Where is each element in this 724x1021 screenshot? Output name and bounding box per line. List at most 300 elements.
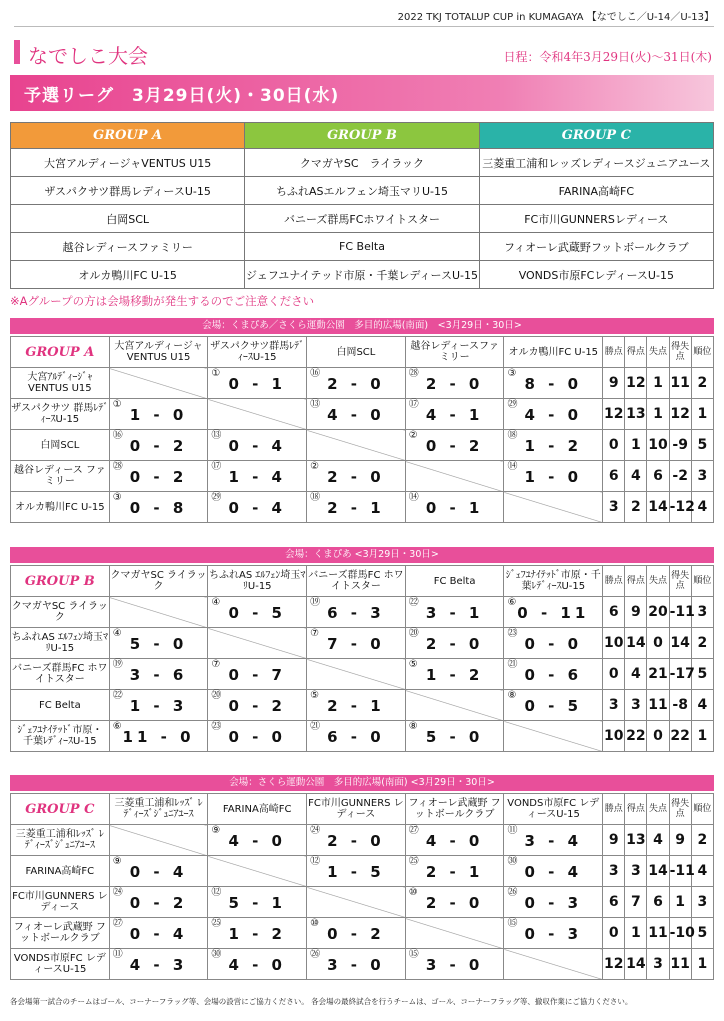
- stat-value: 7: [625, 887, 647, 918]
- match-score: 0 - 1: [228, 375, 286, 393]
- match-row: [11, 430, 714, 461]
- match-result: [504, 430, 602, 460]
- match-result-cell: [504, 368, 603, 399]
- match-number: ⑥: [112, 721, 122, 732]
- match-result-cell: [109, 461, 208, 492]
- match-number: ⑰: [211, 461, 222, 472]
- match-result: [406, 399, 504, 429]
- match-score: 0 - 4: [228, 499, 286, 517]
- match-result-cell: [504, 918, 603, 949]
- team-name-cell: ちふれASエルフェン埼玉マリU-15: [245, 177, 479, 205]
- match-number: ④: [211, 597, 221, 608]
- match-result-cell: [307, 825, 406, 856]
- match-result: [208, 887, 306, 917]
- match-result: [110, 659, 208, 689]
- stat-value: 9: [603, 825, 625, 856]
- match-result: [406, 628, 504, 658]
- team-name-cell: 大宮アルディージャVENTUS U15: [11, 149, 245, 177]
- match-result-cell: [109, 887, 208, 918]
- page-title: なでしこ大会: [28, 44, 148, 68]
- column-team-name: クマガヤSC ライラック: [109, 566, 208, 597]
- stat-header: 得失点: [669, 794, 691, 825]
- match-result: [208, 368, 306, 398]
- match-number: ⑱: [507, 430, 518, 441]
- match-result-cell: [307, 690, 406, 721]
- match-result-cell: [504, 597, 603, 628]
- match-row: [11, 856, 714, 887]
- match-result-cell: [405, 628, 504, 659]
- match-result: [110, 887, 208, 917]
- self-match-cell: [307, 659, 406, 690]
- self-match-cell: [109, 597, 208, 628]
- match-score: 6 - 3: [327, 604, 385, 622]
- match-score: 0 - 2: [327, 925, 385, 943]
- match-score: 2 - 0: [425, 635, 484, 653]
- match-result: [208, 597, 306, 627]
- match-score: 1 - 5: [327, 863, 385, 881]
- match-result-cell: [208, 461, 307, 492]
- column-team-name: VONDS市原FC レディースU-15: [504, 794, 603, 825]
- stat-value: 5: [691, 659, 713, 690]
- stat-value: 21: [647, 659, 669, 690]
- match-score: 7 - 0: [327, 635, 385, 653]
- match-score: 3 - 6: [129, 666, 188, 684]
- match-result: [307, 825, 405, 855]
- stat-header: 得点: [625, 566, 647, 597]
- column-team-name: ｼﾞｪﾌﾕﾅｲﾃｯﾄﾞ市原・千葉ﾚﾃﾞｨｰｽU-15: [504, 566, 603, 597]
- match-result: [307, 399, 405, 429]
- match-number: ①: [211, 368, 221, 379]
- stat-value: 1: [647, 399, 669, 430]
- stat-value: 6: [647, 887, 669, 918]
- match-score: 2 - 0: [425, 375, 484, 393]
- match-score: 0 - 2: [129, 437, 188, 455]
- stat-header: 得点: [625, 337, 647, 368]
- stat-value: 20: [647, 597, 669, 628]
- match-result: [208, 690, 306, 720]
- match-number: ㉑: [310, 721, 321, 732]
- stat-header: 順位: [691, 794, 713, 825]
- self-match-cell: [504, 949, 603, 980]
- match-result: [406, 825, 504, 855]
- venue-banner: 会場：さくら運動公園 多目的広場(南面) <3月29日・30日>: [10, 775, 714, 791]
- column-team-name: 大宮アルディージャVENTUS U15: [109, 337, 208, 368]
- stat-value: 3: [691, 887, 713, 918]
- match-number: ⑩: [310, 918, 320, 929]
- stat-value: 9: [603, 368, 625, 399]
- stat-value: 22: [669, 721, 691, 752]
- stat-value: 3: [603, 690, 625, 721]
- match-result-cell: [109, 918, 208, 949]
- match-score: 4 - 0: [228, 832, 286, 850]
- match-number: ㉖: [507, 887, 518, 898]
- team-name-cell: バニーズ群馬FCホワイトスター: [245, 205, 479, 233]
- self-match-cell: [208, 628, 307, 659]
- match-result-cell: [504, 430, 603, 461]
- stat-header: 得失点: [669, 566, 691, 597]
- match-score: 4 - 0: [327, 406, 385, 424]
- match-result-cell: [405, 597, 504, 628]
- match-result: [504, 659, 602, 689]
- stat-value: 13: [625, 399, 647, 430]
- match-result: [504, 690, 602, 720]
- match-result: [110, 628, 208, 658]
- match-result: [406, 597, 504, 627]
- stat-value: 11: [669, 368, 691, 399]
- match-score: 5 - 0: [129, 635, 188, 653]
- match-number: ⑦: [310, 628, 320, 639]
- match-result-cell: [208, 597, 307, 628]
- match-result-cell: [504, 825, 603, 856]
- match-number: ⑭: [507, 461, 518, 472]
- match-result-cell: [307, 949, 406, 980]
- title-accent-bar: [14, 40, 20, 64]
- match-result-cell: [208, 887, 307, 918]
- match-result: [504, 461, 602, 491]
- match-table: [10, 565, 714, 752]
- stat-value: 3: [691, 461, 713, 492]
- stat-value: 1: [691, 721, 713, 752]
- stat-header: 勝点: [603, 566, 625, 597]
- stat-value: 5: [691, 918, 713, 949]
- match-score: 11 - 0: [122, 728, 195, 746]
- match-result-cell: [405, 887, 504, 918]
- match-result: [208, 825, 306, 855]
- stat-value: 4: [625, 461, 647, 492]
- match-result-cell: [504, 399, 603, 430]
- stat-value: 6: [603, 887, 625, 918]
- stat-header: 得点: [625, 794, 647, 825]
- match-result-cell: [405, 659, 504, 690]
- match-result: [208, 659, 306, 689]
- match-result-cell: [109, 856, 208, 887]
- match-result-cell: [405, 368, 504, 399]
- match-number: ③: [112, 492, 122, 503]
- match-number: ⑳: [408, 628, 419, 639]
- column-team-name: フィオーレ武蔵野 フットボールクラブ: [405, 794, 504, 825]
- match-score: 0 - 6: [524, 666, 583, 684]
- row-team-name: バニーズ群馬FC ホワイトスター: [11, 659, 110, 690]
- match-score: 4 - 1: [425, 406, 484, 424]
- match-score: 1 - 2: [228, 925, 286, 943]
- notice-text: ※Aグループの方は会場移動が発生するのでご注意ください: [10, 294, 315, 308]
- column-team-name: FC Belta: [405, 566, 504, 597]
- match-table-header: [11, 566, 714, 597]
- team-name-cell: FARINA高崎FC: [479, 177, 713, 205]
- match-result-cell: [504, 887, 603, 918]
- match-score: 0 - 4: [228, 437, 286, 455]
- match-number: ㉗: [112, 918, 123, 929]
- match-score: 6 - 0: [327, 728, 385, 746]
- match-score: 3 - 1: [425, 604, 484, 622]
- match-number: ⑳: [211, 690, 222, 701]
- match-score: 0 - 2: [129, 894, 188, 912]
- match-result: [406, 856, 504, 886]
- match-row: [11, 887, 714, 918]
- column-team-name: ザスパクサツ群馬ﾚﾃﾞｨｰｽU-15: [208, 337, 307, 368]
- match-number: ⑰: [408, 399, 419, 410]
- match-number: ㉓: [211, 721, 222, 732]
- match-number: ⑪: [112, 949, 123, 960]
- group-list-row: [11, 261, 714, 289]
- stat-value: 1: [625, 918, 647, 949]
- match-score: 2 - 1: [327, 499, 385, 517]
- column-team-name: 越谷レディースファミリー: [405, 337, 504, 368]
- stat-value: 3: [625, 690, 647, 721]
- stat-value: 14: [647, 492, 669, 523]
- match-score: 3 - 4: [524, 832, 583, 850]
- league-title: 予選リーグ 3月29日(火)・30日(水): [24, 86, 340, 106]
- stat-value: 3: [691, 597, 713, 628]
- row-team-name: ｼﾞｪﾌﾕﾅｲﾃｯﾄﾞ市原・ 千葉ﾚﾃﾞｨｰｽU-15: [11, 721, 110, 752]
- match-result: [307, 492, 405, 522]
- match-result-cell: [208, 721, 307, 752]
- self-match-cell: [307, 430, 406, 461]
- match-score: 0 - 11: [517, 604, 590, 622]
- match-result: [307, 628, 405, 658]
- match-number: ⑮: [408, 949, 419, 960]
- stat-header: 失点: [647, 337, 669, 368]
- match-score: 1 - 2: [425, 666, 484, 684]
- group-list-table: [10, 122, 714, 289]
- match-score: 3 - 0: [327, 956, 385, 974]
- match-number: ⑬: [211, 430, 222, 441]
- team-name-cell: 白岡SCL: [11, 205, 245, 233]
- stat-value: 11: [647, 918, 669, 949]
- match-number: ㉓: [507, 628, 518, 639]
- match-result: [504, 597, 602, 627]
- stat-value: 2: [691, 825, 713, 856]
- stat-value: -9: [669, 430, 691, 461]
- stat-value: -8: [669, 690, 691, 721]
- venue-banner: 会場：くまぴあ／さくら運動公園 多目的広場(南面) <3月29日・30日>: [10, 318, 714, 334]
- match-result-cell: [307, 461, 406, 492]
- stat-header: 勝点: [603, 337, 625, 368]
- match-score: 4 - 3: [129, 956, 188, 974]
- match-score: 0 - 2: [425, 437, 484, 455]
- column-team-name: FARINA高崎FC: [208, 794, 307, 825]
- match-row: [11, 399, 714, 430]
- match-result: [110, 856, 208, 886]
- stat-value: 14: [669, 628, 691, 659]
- match-result: [307, 721, 405, 751]
- match-score: 2 - 0: [327, 468, 385, 486]
- match-number: ⑲: [310, 597, 321, 608]
- venue-banner: 会場：くまぴあ <3月29日・30日>: [10, 547, 714, 563]
- title-area: [14, 40, 714, 66]
- match-score: 4 - 0: [228, 956, 286, 974]
- match-score: 0 - 4: [129, 925, 188, 943]
- match-result-cell: [405, 399, 504, 430]
- match-result: [504, 628, 602, 658]
- match-number: ㉘: [112, 461, 123, 472]
- match-number: ⑥: [507, 597, 517, 608]
- row-team-name: 白岡SCL: [11, 430, 110, 461]
- stat-header: 失点: [647, 566, 669, 597]
- match-table: [10, 336, 714, 523]
- group-list-row: [11, 149, 714, 177]
- stat-value: 9: [669, 825, 691, 856]
- self-match-cell: [109, 825, 208, 856]
- match-result-cell: [405, 492, 504, 523]
- match-score: 2 - 0: [327, 832, 385, 850]
- match-score: 0 - 4: [129, 863, 188, 881]
- stat-value: 3: [603, 492, 625, 523]
- stat-value: -11: [669, 856, 691, 887]
- team-name-cell: クマガヤSC ライラック: [245, 149, 479, 177]
- match-row: [11, 659, 714, 690]
- match-result: [504, 918, 602, 948]
- stat-value: 1: [691, 949, 713, 980]
- stat-value: 4: [691, 690, 713, 721]
- match-score: 5 - 0: [425, 728, 484, 746]
- group-name: GROUP B: [11, 566, 110, 597]
- stat-value: 11: [647, 690, 669, 721]
- match-result: [208, 721, 306, 751]
- match-result: [307, 856, 405, 886]
- column-team-name: FC市川GUNNERS レディース: [307, 794, 406, 825]
- match-result-cell: [307, 368, 406, 399]
- match-result-cell: [307, 721, 406, 752]
- self-match-cell: [307, 887, 406, 918]
- match-row: [11, 492, 714, 523]
- stat-value: 10: [647, 430, 669, 461]
- match-number: ⑧: [507, 690, 517, 701]
- match-result: [110, 492, 208, 522]
- match-result-cell: [504, 628, 603, 659]
- match-result-cell: [109, 628, 208, 659]
- match-number: ㉙: [211, 492, 222, 503]
- league-banner: [10, 75, 714, 111]
- match-number: ㉗: [408, 825, 419, 836]
- stat-value: -10: [669, 918, 691, 949]
- match-number: ⑩: [408, 887, 418, 898]
- match-result-cell: [109, 721, 208, 752]
- column-team-name: オルカ鴨川FC U-15: [504, 337, 603, 368]
- match-number: ㉘: [408, 368, 419, 379]
- match-score: 3 - 0: [425, 956, 484, 974]
- match-score: 2 - 0: [425, 894, 484, 912]
- team-name-cell: 三菱重工浦和レッズレディースジュニアユース: [479, 149, 713, 177]
- match-score: 0 - 3: [524, 894, 583, 912]
- match-score: 1 - 3: [129, 697, 188, 715]
- match-number: ㉚: [211, 949, 222, 960]
- match-result-cell: [208, 430, 307, 461]
- row-team-name: 越谷レディース ファミリー: [11, 461, 110, 492]
- match-score: 8 - 0: [524, 375, 583, 393]
- stat-value: 6: [647, 461, 669, 492]
- match-number: ①: [112, 399, 122, 410]
- stat-value: 6: [603, 461, 625, 492]
- match-number: ⑦: [211, 659, 221, 670]
- match-result: [208, 492, 306, 522]
- match-score: 0 - 0: [228, 728, 286, 746]
- match-number: ㉑: [507, 659, 518, 670]
- match-result-cell: [307, 628, 406, 659]
- stat-value: 1: [691, 399, 713, 430]
- match-number: ㉒: [112, 690, 123, 701]
- match-row: [11, 825, 714, 856]
- stat-value: 1: [669, 887, 691, 918]
- team-name-cell: FC市川GUNNERSレディース: [479, 205, 713, 233]
- match-number: ⑨: [211, 825, 221, 836]
- stat-value: 1: [647, 368, 669, 399]
- team-name-cell: VONDS市原FCレディースU-15: [479, 261, 713, 289]
- stat-header: 順位: [691, 566, 713, 597]
- match-number: ㉖: [310, 949, 321, 960]
- match-result-cell: [208, 690, 307, 721]
- team-name-cell: オルカ鴨川FC U-15: [11, 261, 245, 289]
- match-number: ⑫: [211, 887, 222, 898]
- match-result-cell: [109, 949, 208, 980]
- match-result: [504, 825, 602, 855]
- stat-value: 0: [647, 721, 669, 752]
- column-team-name: バニーズ群馬FC ホワイトスター: [307, 566, 406, 597]
- match-result: [307, 918, 405, 948]
- footer-note: 各会場第一試合のチームはゴール、コーナーフラッグ等、会場の設営にご協力ください。 各会場の最終試合を行うチームは、ゴール、コーナーフラッグ等、撤収作業にご協力ください。: [10, 997, 633, 1006]
- match-result: [110, 430, 208, 460]
- match-result: [110, 690, 208, 720]
- match-score: 0 - 5: [524, 697, 583, 715]
- match-result-cell: [307, 856, 406, 887]
- match-result: [504, 856, 602, 886]
- match-row: [11, 368, 714, 399]
- stat-value: 6: [603, 597, 625, 628]
- match-result-cell: [307, 597, 406, 628]
- match-result-cell: [208, 825, 307, 856]
- stat-value: 12: [669, 399, 691, 430]
- row-team-name: クマガヤSC ライラック: [11, 597, 110, 628]
- group-name: GROUP A: [11, 337, 110, 368]
- match-row: [11, 918, 714, 949]
- match-result-cell: [504, 659, 603, 690]
- row-team-name: FC Belta: [11, 690, 110, 721]
- match-score: 1 - 0: [524, 468, 583, 486]
- match-result: [406, 659, 504, 689]
- stat-value: 4: [625, 659, 647, 690]
- match-result-cell: [405, 949, 504, 980]
- match-number: ㉔: [310, 825, 321, 836]
- team-name-cell: ジェフユナイテッド市原・千葉レディースU-15: [245, 261, 479, 289]
- stat-value: 0: [603, 430, 625, 461]
- team-name-cell: ザスパクサツ群馬レディースU-15: [11, 177, 245, 205]
- stat-value: 3: [603, 856, 625, 887]
- match-result-cell: [109, 399, 208, 430]
- group-list-row: [11, 233, 714, 261]
- match-result-cell: [307, 918, 406, 949]
- stat-value: 14: [625, 628, 647, 659]
- stat-value: -17: [669, 659, 691, 690]
- match-result: [504, 399, 602, 429]
- team-name-cell: FC Belta: [245, 233, 479, 261]
- match-row: [11, 628, 714, 659]
- match-score: 4 - 0: [524, 406, 583, 424]
- match-number: ㉕: [211, 918, 222, 929]
- stat-value: 9: [625, 597, 647, 628]
- match-result: [406, 368, 504, 398]
- match-score: 0 - 2: [129, 468, 188, 486]
- match-score: 0 - 5: [228, 604, 286, 622]
- match-number: ⑲: [112, 659, 123, 670]
- match-row: [11, 949, 714, 980]
- match-score: 0 - 3: [524, 925, 583, 943]
- stat-value: 3: [625, 856, 647, 887]
- match-result: [307, 690, 405, 720]
- stat-value: 10: [603, 721, 625, 752]
- stat-header: 失点: [647, 794, 669, 825]
- group-list-row: [11, 177, 714, 205]
- match-number: ⑧: [408, 721, 418, 732]
